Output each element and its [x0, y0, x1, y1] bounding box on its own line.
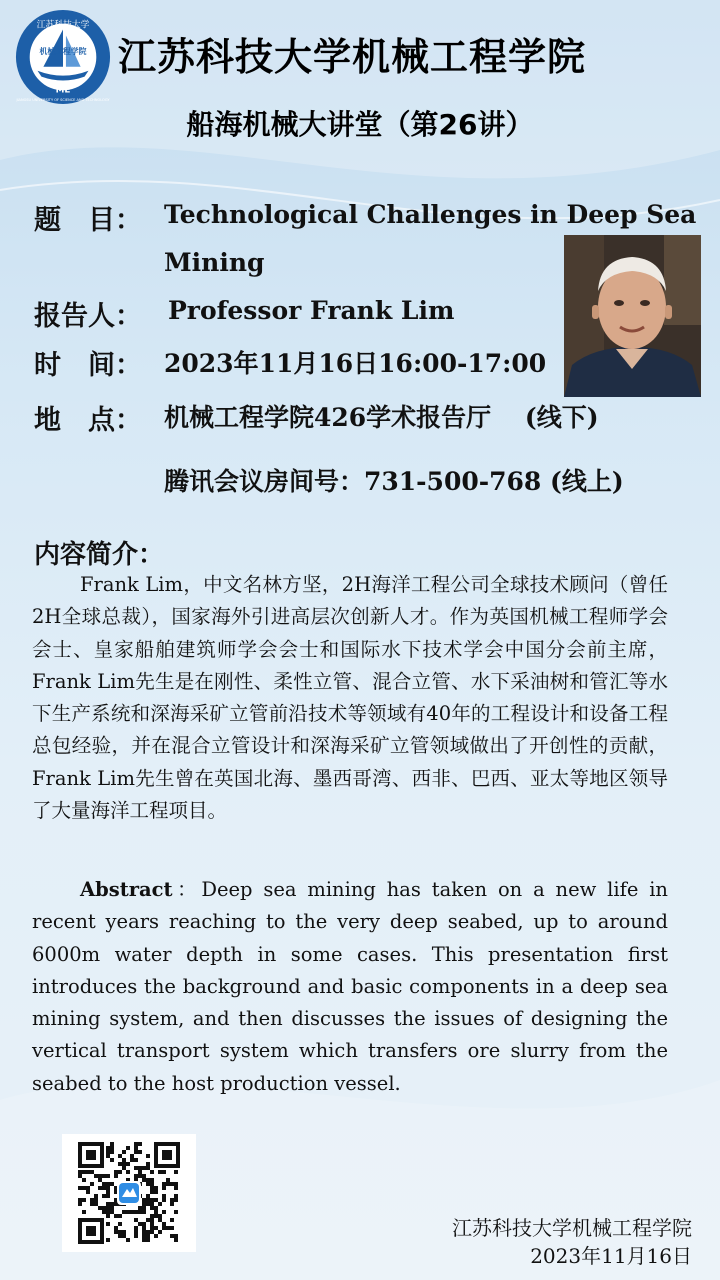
- abstract-label: Abstract: [80, 878, 173, 901]
- speaker-bio: [32, 569, 668, 827]
- topic-label: 题 目：: [34, 205, 142, 236]
- intro-heading: 内容简介：: [34, 540, 165, 570]
- abstract-paragraph: [32, 874, 668, 1100]
- qr-code-image: [62, 1134, 196, 1252]
- footer-organization: 江苏科技大学机械工程学院: [452, 1216, 692, 1240]
- place-value: 机械工程学院426学术报告厅 (线下): [164, 403, 599, 432]
- time-label: 时 间：: [34, 350, 142, 381]
- college-logo: [14, 8, 112, 106]
- footer-date: 2023年11月16日: [530, 1244, 692, 1268]
- logo-badge: ME: [55, 85, 71, 96]
- topic-line-1: Technological Challenges in Deep Sea: [164, 200, 697, 229]
- time-value: 2023年11月16日16:00-17:00: [164, 349, 547, 378]
- qr-code[interactable]: [62, 1134, 196, 1252]
- speaker-portrait: [564, 235, 701, 397]
- place-label: 地 点：: [34, 405, 142, 436]
- abstract-text: Deep sea mining has taken on a new life in recent years reaching to the very deep seabed, up to around 6000m water depth in some cases. This presentation first introduces the background and basic components in a deep sea mining system, and then discusses the issues of designing the vertical transport system which transfers ore slurry from the seabed to the host production vessel.: [32, 878, 668, 1095]
- speaker-label: 报告人：: [34, 301, 142, 332]
- page-subtitle: 船海机械大讲堂（第26讲）: [186, 108, 534, 141]
- speaker-photo: [564, 235, 701, 397]
- abstract-separator: ：: [172, 878, 202, 901]
- page-title: 江苏科技大学机械工程学院: [118, 35, 587, 79]
- logo-ring-text: JIANGSU UNIVERSITY OF SCIENCE AND TECHNOLOGY: [16, 98, 110, 103]
- logo-center-text: 机械工程学院: [39, 47, 87, 57]
- speaker-name: Professor Frank Lim: [168, 296, 455, 325]
- online-meeting: 腾讯会议房间号：731-500-768 (线上): [164, 467, 624, 496]
- speaker-bio-text: Frank Lim，中文名林方坚，2H海洋工程公司全球技术顾问（曾任2H全球总裁），国家海外引进高层次创新人才。作为英国机械工程师学会会士、皇家船舶建筑师学会会士和国际水下技术学会中国分会前主席，Frank Lim先生是在刚性、柔性立管、混合立管、水下采油树和管汇等水下生产系统和深海采矿立管前沿技术等领域有40年的工程设计和设备工程总包经验，并在混合立管设计和深海采矿立管领域做出了开创性的贡献，Frank Lim先生曾在英国北海、墨西哥湾、西非、巴西、亚太等地区领导了大量海洋工程项目。: [32, 573, 668, 823]
- logo-arc-text: 江苏科技大学: [36, 20, 90, 31]
- topic-line-2: Mining: [164, 248, 265, 277]
